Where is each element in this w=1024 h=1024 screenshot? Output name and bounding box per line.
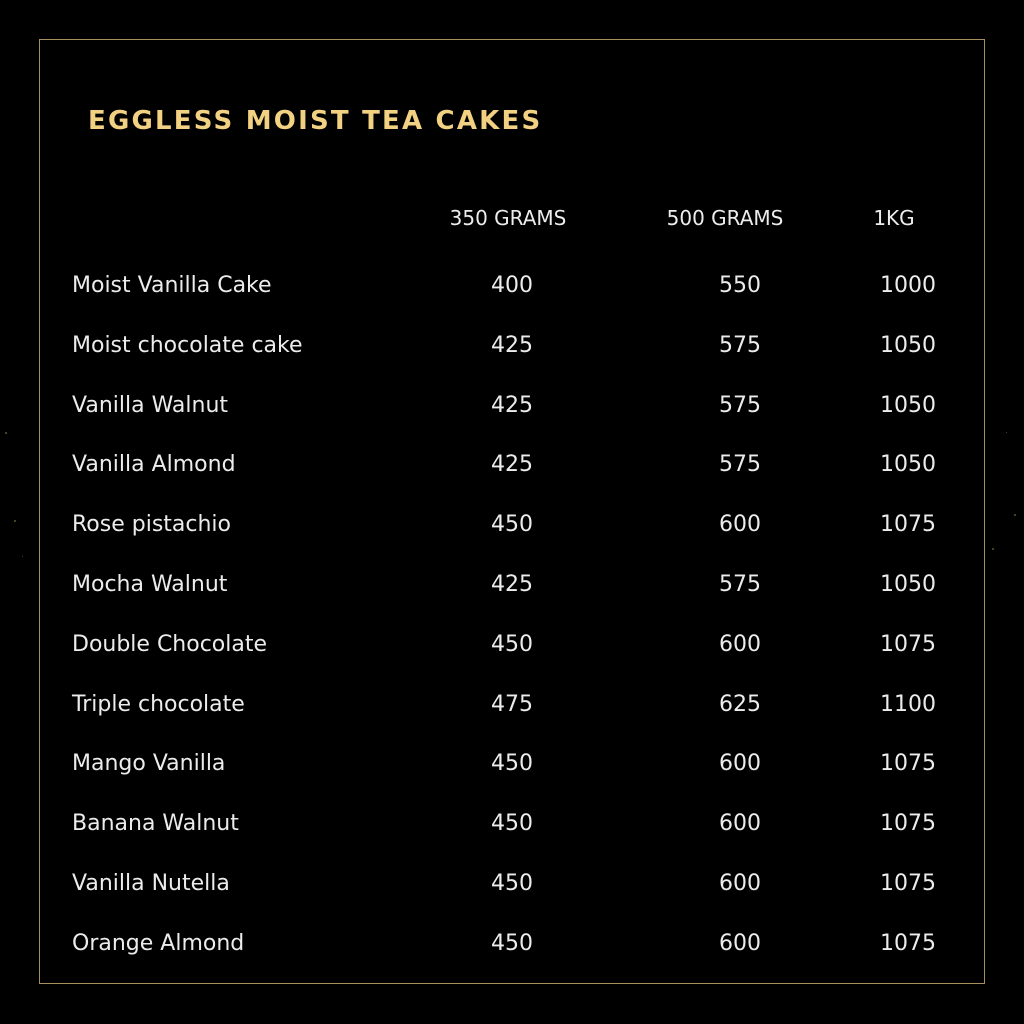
price-1kg: 1050 [880,452,936,478]
price-500g: 600 [719,870,761,896]
table-row [0,685,1024,745]
table-row [0,804,1024,864]
price-500g: 600 [719,751,761,777]
price-350g: 425 [491,332,533,358]
price-1kg: 1075 [880,512,936,538]
cake-name: Vanilla Nutella [72,870,230,896]
cake-name: Orange Almond [72,930,245,956]
cake-name: Banana Walnut [72,811,239,837]
price-500g: 575 [719,452,761,478]
cake-name: Vanilla Almond [72,452,236,478]
price-500g: 575 [719,392,761,418]
cake-name: Mocha Walnut [72,571,228,597]
table-row [0,326,1024,386]
price-500g: 600 [719,631,761,657]
cake-name: Triple chocolate [72,691,245,717]
price-350g: 450 [491,870,533,896]
price-1kg: 1000 [880,273,936,298]
price-1kg: 1075 [880,811,936,837]
price-1kg: 1100 [880,691,936,717]
cake-name: Rose pistachio [72,512,232,538]
column-header-350-grams: 350 GRAMS [449,206,567,230]
price-350g: 475 [491,691,533,717]
price-350g: 450 [491,512,533,538]
price-1kg: 1050 [880,332,936,358]
table-row [0,625,1024,685]
table-row [0,864,1024,924]
price-500g: 625 [719,691,761,717]
price-350g: 425 [491,392,533,418]
cake-name: Moist chocolate cake [72,332,303,358]
price-1kg: 1075 [880,870,936,896]
price-1kg: 1075 [880,930,936,956]
cake-name: Double Chocolate [72,631,268,657]
price-500g: 600 [719,930,761,956]
price-1kg: 1075 [880,751,936,777]
cake-name: Vanilla Walnut [72,392,229,418]
price-table-body [0,266,1024,984]
price-500g: 575 [719,571,761,597]
price-500g: 600 [719,811,761,837]
cake-name: Mango Vanilla [72,751,226,777]
price-350g: 425 [491,452,533,478]
price-350g: 400 [491,273,533,298]
table-row [0,386,1024,446]
price-1kg: 1075 [880,631,936,657]
price-350g: 425 [491,571,533,597]
price-500g: 550 [719,273,761,298]
price-500g: 600 [719,512,761,538]
price-1kg: 1050 [880,392,936,418]
price-350g: 450 [491,751,533,777]
table-row [0,445,1024,505]
price-1kg: 1050 [880,571,936,597]
price-350g: 450 [491,631,533,657]
table-row [0,266,1024,326]
table-row [0,565,1024,625]
table-row [0,505,1024,565]
table-row [0,924,1024,984]
column-header-500-grams: 500 GRAMS [666,206,784,230]
price-350g: 450 [491,930,533,956]
menu-title: EGGLESS MOIST TEA CAKES [88,106,543,136]
table-row [0,744,1024,804]
price-350g: 450 [491,811,533,837]
price-500g: 575 [719,332,761,358]
column-header-1kg: 1KG [873,206,915,230]
cake-name: Moist Vanilla Cake [72,273,272,298]
